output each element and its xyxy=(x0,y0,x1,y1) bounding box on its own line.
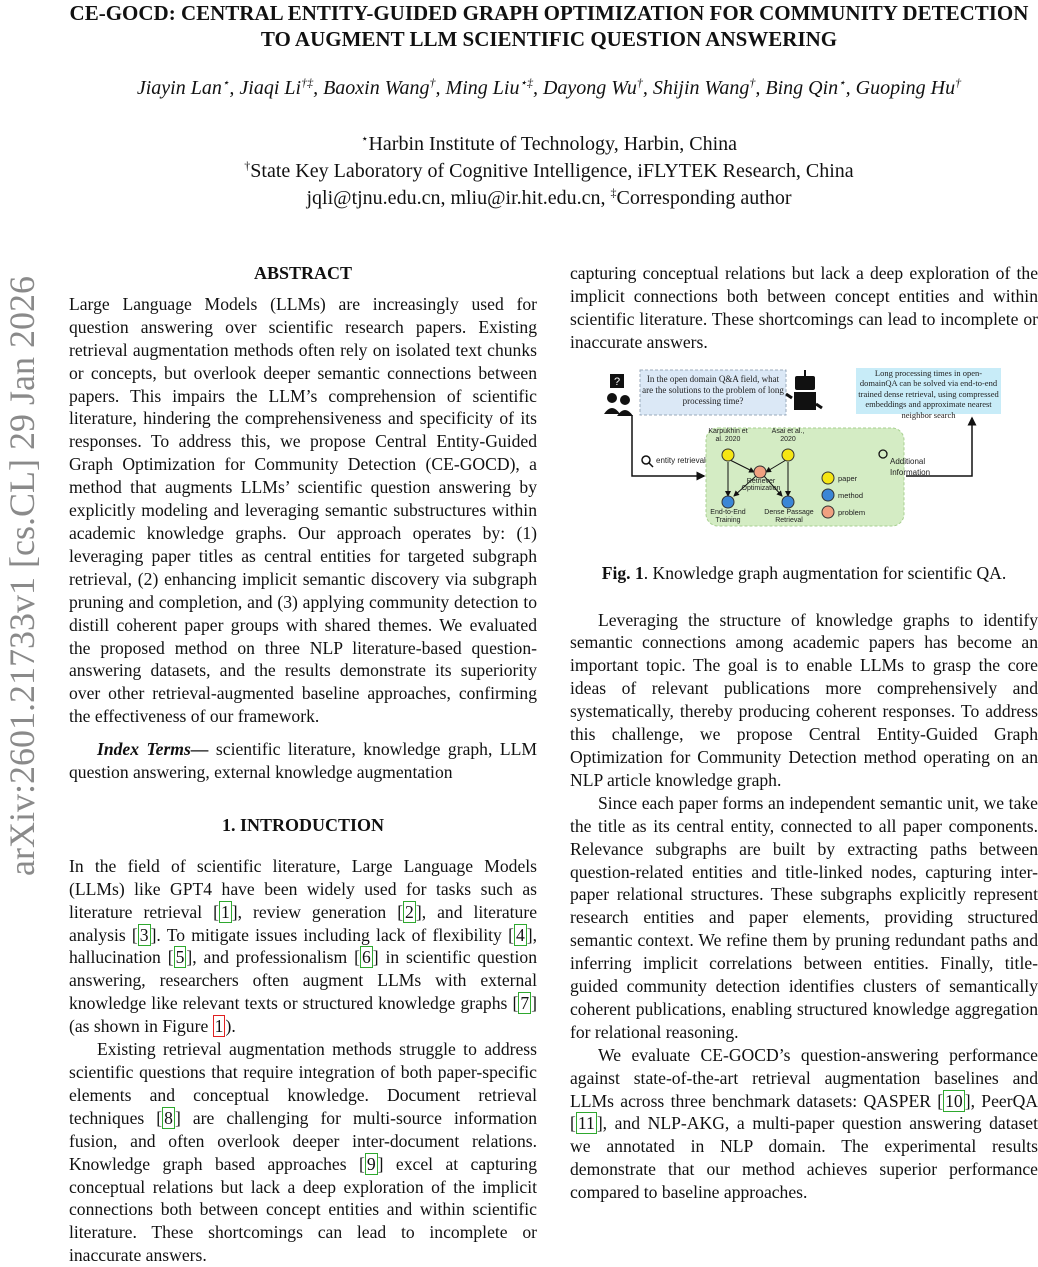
affiliation-1: ⋆Harbin Institute of Technology, Harbin, China xyxy=(360,131,738,155)
intro-paragraph-2-cont: capturing conceptual relations but lack a deep exploration of the implicit connections both between concept entities and within scientific literature. These shortcomings can lead to incomplete or inaccurate answers. xyxy=(570,263,1038,352)
node-label: Dense Passage Retrieval xyxy=(764,508,814,524)
right-column xyxy=(570,262,1038,1204)
citation-link[interactable]: 6 xyxy=(361,947,371,968)
answer-box: Long processing times in open-domainQA can be solved via end-to-end trained dense retrieval, using compressed embeddings and approximate nearest neighbor search xyxy=(858,367,999,420)
abstract-heading: ABSTRACT xyxy=(253,263,353,283)
figure-caption: Fig. 1. Knowledge graph augmentation for scientific QA. xyxy=(601,562,1007,583)
method-node-1 xyxy=(722,496,734,508)
legend-method: method xyxy=(838,490,864,500)
author: Jiayin Lan⋆ xyxy=(136,75,230,99)
paper-node-2 xyxy=(782,449,794,461)
intro-paragraph-2: Existing retrieval augmentation methods struggle to address scientific questions that require integration of both paper-specific elements and conceptual knowledge. Document retrieval techniques [ 8 ] are challenging for multi-source information fusion, and often overlook deeper inter-document relations. Knowledge graph based approaches [ 9 ] excel at capturing conceptual relations but lack a deep exploration of the implicit connections both between concept entities and within scientific literature. These shortcomings can lead to incomplete or inaccurate answers. xyxy=(69,1039,538,1266)
node-label: Retriever Optimization xyxy=(741,477,781,492)
robot-icon xyxy=(786,370,822,410)
intro-paragraph-4: Since each paper forms an independent semantic unit, we take the title as its central entity, connected to all paper components. Relevance subgraphs are built by extracting paths between question-related entities and title-linked nodes, capturing inter-paper relational structures. These subgraphs explicitly represent research entities and paper elements, providing structured semantic context. We refine them by pruning redundant paths and inferring implicit correlations between entities. Finally, title-guided community detection identifies clusters of semantically coherent publications, enabling structured knowledge aggregation for relational reasoning. xyxy=(570,792,1038,1042)
index-terms: Index Terms— scientific literature, knowledge graph, LLM question answering, external knowledge augmentation xyxy=(69,739,537,783)
introduction-heading: 1. INTRODUCTION xyxy=(221,814,385,835)
author: Baoxin Wang† xyxy=(323,75,436,99)
affiliations xyxy=(60,131,1038,212)
problem-node xyxy=(754,466,766,478)
node-label: Asai et al., 2020 xyxy=(771,427,805,443)
figure-1 xyxy=(570,364,1038,554)
citation-link[interactable]: 7 xyxy=(520,993,530,1014)
left-column xyxy=(69,262,538,1266)
author: Guoping Hu† xyxy=(855,75,962,99)
user-icon xyxy=(604,374,633,416)
legend-paper: paper xyxy=(838,473,858,483)
paper-title: CE-GOCD: CENTRAL ENTITY-GUIDED GRAPH OPTIMIZATION FOR COMMUNITY DETECTION TO AUGMENT LLM SCIENTIFIC QUESTION ANSWERING xyxy=(69,1,1029,51)
svg-text:?: ? xyxy=(613,375,621,388)
citation-link[interactable]: 1 xyxy=(220,901,230,922)
arxiv-stamp: arXiv:2601.21733v1 [cs.CL] 29 Jan 2026 xyxy=(2,276,42,876)
legend-problem: problem xyxy=(838,507,866,517)
citation-link[interactable]: 8 xyxy=(164,1107,173,1128)
author: Jiaqi Li†‡ xyxy=(239,75,314,99)
question-box: In the open domain Q&A field, what are the solutions to the problem of long processing time? xyxy=(642,373,784,406)
figure-link[interactable]: 1 xyxy=(214,1016,224,1037)
intro-paragraph-1: In the field of scientific literature, Large Language Models (LLMs) like GPT4 have been widely used for tasks such as literature retrieval [ 1 ], review generation [ 2 ], and literature analysis [ 3 ]. To mitigate issues including lack of flexibility [ 4 ], hallucination [ 5 ], and professionalism [ 6 ] in scientific question answering, researchers often augment LLMs with external knowledge like relevant texts or structured knowledge graphs [ 7 ] (as shown in Figure 1 ). xyxy=(69,855,538,1037)
citation-link[interactable]: 5 xyxy=(175,947,185,968)
citation-link[interactable]: 4 xyxy=(515,924,525,945)
contact-line: jqli@tjnu.edu.cn, mliu@ir.hit.edu.cn, ‡Corresponding author xyxy=(306,185,792,209)
paper-node-1 xyxy=(722,449,734,461)
node-label: End-to-End Training xyxy=(710,508,746,524)
abstract-text: Large Language Models (LLMs) are increasingly used for question answering over scientific research papers. Existing retrieval augmentation methods often rely on isolated text chunks or concepts, but overlook deeper semantic connections between papers. This impairs the LLM’s comprehension of scientific literature, hindering the comprehensiveness and specificity of its responses. To address this, we propose Central Entity-Guided Graph Optimization for Community Detection (CE-GOCD), a method that augments LLMs’ scientific question answering by explicitly modeling and leveraging semantic substructures within academic knowledge graphs. Our approach operates by: (1) leveraging paper titles as central entities for targeted subgraph retrieval, (2) enhancing implicit semantic discovery via subgraph pruning and completion, and (3) applying community detection to distill coherent paper groups with shared themes. We evaluated the proposed method on three NLP literature-based question-answering datasets, and the results demonstrate its superiority over other retrieval-augmented baseline approaches, confirming the effectiveness of our framework. xyxy=(69,293,537,727)
intro-paragraph-3: Leveraging the structure of knowledge graphs to identify semantic connections among academic papers has become an important topic. The goal is to enable LLMs to grasp the core ideas of relevant publications more comprehensively and systematically, thereby producing coherent responses. To address this challenge, we propose Central Entity-Guided Graph Optimization for Community Detection method operating on an NLP article knowledge graph. xyxy=(570,609,1038,790)
author: Bing Qin⋆ xyxy=(765,75,846,99)
intro-paragraph-5: We evaluate CE-GOCD’s question-answering performance against state-of-the-art retrieval augmentation baselines and LLMs across three benchmark datasets: QASPER [ 10 ], PeerQA [ 11 ], and NLP-AKG, a multi-paper question answering dataset we annotated in NLP domain. The experimental results demonstrate that our method achieves superior performance compared to baseline approaches. xyxy=(570,1044,1038,1203)
method-node-2 xyxy=(782,496,794,508)
citation-link[interactable]: 9 xyxy=(366,1153,376,1174)
entity-retrieval-label: entity retrieval xyxy=(656,455,706,465)
citation-link[interactable]: 11 xyxy=(577,1113,595,1134)
affiliation-2: †State Key Laboratory of Cognitive Intelligence, iFLYTEK Research, China xyxy=(244,158,854,182)
author: Shijin Wang† xyxy=(652,75,756,99)
additional-info-label: Additional Information xyxy=(890,456,931,477)
node-label: Karpukhin et al. 2020 xyxy=(708,427,748,443)
author: Dayong Wu† xyxy=(542,75,643,99)
citation-link[interactable]: 3 xyxy=(139,924,149,945)
search-icon xyxy=(642,456,653,467)
citation-link[interactable]: 10 xyxy=(945,1090,963,1111)
author-list: Jiayin Lan⋆, Jiaqi Li†‡, Baoxin Wang†, Ming Liu⋆‡, Dayong Wu†, Shijin Wang†, Bing Qin⋆, Guoping Hu† xyxy=(136,75,962,99)
citation-link[interactable]: 2 xyxy=(405,901,414,922)
author: Ming Liu⋆‡ xyxy=(445,75,533,99)
